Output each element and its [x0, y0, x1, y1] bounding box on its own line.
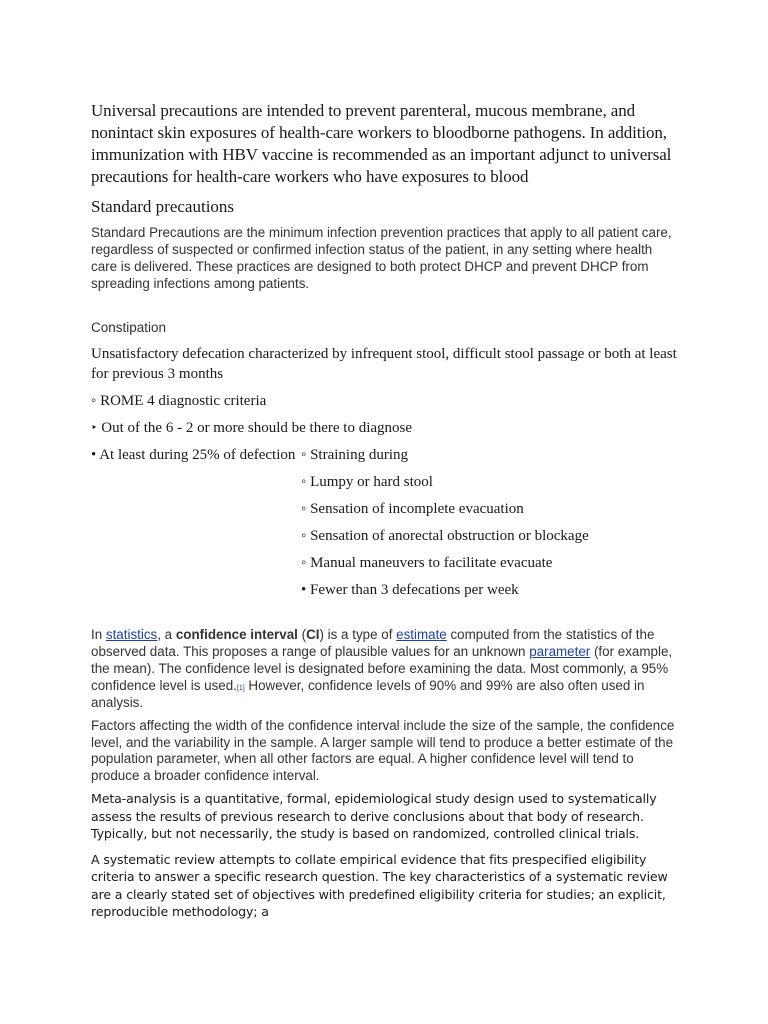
reference-link[interactable]: [1]	[236, 685, 245, 692]
ci-text: computed from the statistics of the observed data. This proposes a range of plausible values for an unknown	[91, 627, 655, 659]
statistics-link[interactable]: statistics	[105, 627, 158, 642]
estimate-link[interactable]: estimate	[396, 627, 447, 642]
constipation-heading: Constipation	[91, 320, 167, 335]
ci-text: However, confidence levels of 90% and 99% are also often used in analysis.	[91, 678, 645, 710]
constipation-definition: Unsatisfactory defecation characterized by infrequent stool, difficult stool passage or both at least for previous 3 months	[91, 346, 677, 382]
list-item-text: Fewer than 3 defecations per week	[310, 582, 519, 598]
criteria-item	[301, 472, 681, 492]
ci-abbreviation: CI	[306, 627, 320, 642]
criteria-item	[301, 499, 681, 519]
ci-text: , a	[157, 627, 176, 642]
bullet-dot-icon: •	[91, 447, 97, 463]
document-page	[91, 100, 681, 921]
parameter-link[interactable]: parameter	[529, 644, 591, 659]
at-least-label	[91, 445, 301, 465]
list-item-at-least	[91, 445, 681, 465]
confidence-interval-paragraph	[91, 626, 681, 711]
list-item-text: Out of the 6 - 2 or more should be there to diagnose	[101, 420, 413, 436]
bullet-circle-icon: ◦	[91, 393, 97, 409]
list-item-text: Lumpy or hard stool	[310, 474, 433, 490]
factors-paragraph: Factors affecting the width of the confidence interval include the size of the sample, the confidence level, and the variability in the sample. A larger sample will tend to produce a better estimate of the population parameter, when all other factors are equal. A higher confidence level will tend to produce a broader confidence interval.	[91, 718, 675, 783]
bullet-circle-icon: ◦	[301, 474, 307, 490]
criteria-item	[301, 445, 408, 465]
bullet-circle-icon: ◦	[301, 501, 307, 517]
meta-analysis-paragraph: Meta-analysis is a quantitative, formal, epidemiological study design used to systematically assess the results of previous research to derive conclusions about that body of research. Typically, but not necessarily, the study is based on randomized, controlled clinical trials.	[91, 791, 657, 841]
criteria-item	[301, 580, 681, 600]
list-item-rome	[91, 391, 681, 411]
bullet-dot-icon: •	[301, 582, 307, 598]
list-item-text: Straining during	[310, 447, 408, 463]
standard-precautions-heading: Standard precautions	[91, 197, 235, 216]
ci-text: ) is a type of	[319, 627, 397, 642]
intro-paragraph: Universal precautions are intended to prevent parenteral, mucous membrane, and nonintact skin exposures of health-care workers to bloodborne pathogens. In addition, immunization with HBV vaccine is recommended as an important adjunct to universal precautions for health-care workers who have exposures to blood	[91, 101, 672, 186]
list-item-out-of	[91, 418, 681, 438]
bullet-circle-icon: ◦	[301, 555, 307, 571]
bullet-triangle-icon: ‣	[91, 421, 98, 434]
ci-text: (	[297, 627, 307, 642]
list-item-text: Manual maneuvers to facilitate evacuate	[310, 555, 553, 571]
list-item-text: ROME 4 diagnostic criteria	[100, 393, 267, 409]
ci-text: (for example, the mean). The confidence level is designated before examining the data. Most commonly, a 95% confidence level is used.	[91, 644, 673, 693]
criteria-item	[301, 553, 681, 573]
bullet-circle-icon: ◦	[301, 447, 307, 463]
list-item-text: At least during 25% of defection	[99, 447, 296, 463]
list-item-text: Sensation of incomplete evacuation	[310, 501, 524, 517]
criteria-item	[301, 526, 681, 546]
bullet-circle-icon: ◦	[301, 528, 307, 544]
ci-text: In	[91, 627, 106, 642]
ci-bold-term: confidence interval	[175, 627, 298, 642]
standard-precautions-body: Standard Precautions are the minimum infection prevention practices that apply to all patient care, regardless of suspected or confirmed infection status of the patient, in any setting where health care is delivered. These practices are designed to both protect DHCP and prevent DHCP from spreading infections among patients.	[91, 225, 672, 291]
list-item-text: Sensation of anorectal obstruction or blockage	[310, 528, 589, 544]
systematic-review-paragraph: A systematic review attempts to collate empirical evidence that fits prespecified eligibility criteria to answer a specific research question. The key characteristics of a systematic review are a clearly stated set of objectives with predefined eligibility criteria for studies; an explicit, reproducible methodology; a	[91, 851, 668, 919]
